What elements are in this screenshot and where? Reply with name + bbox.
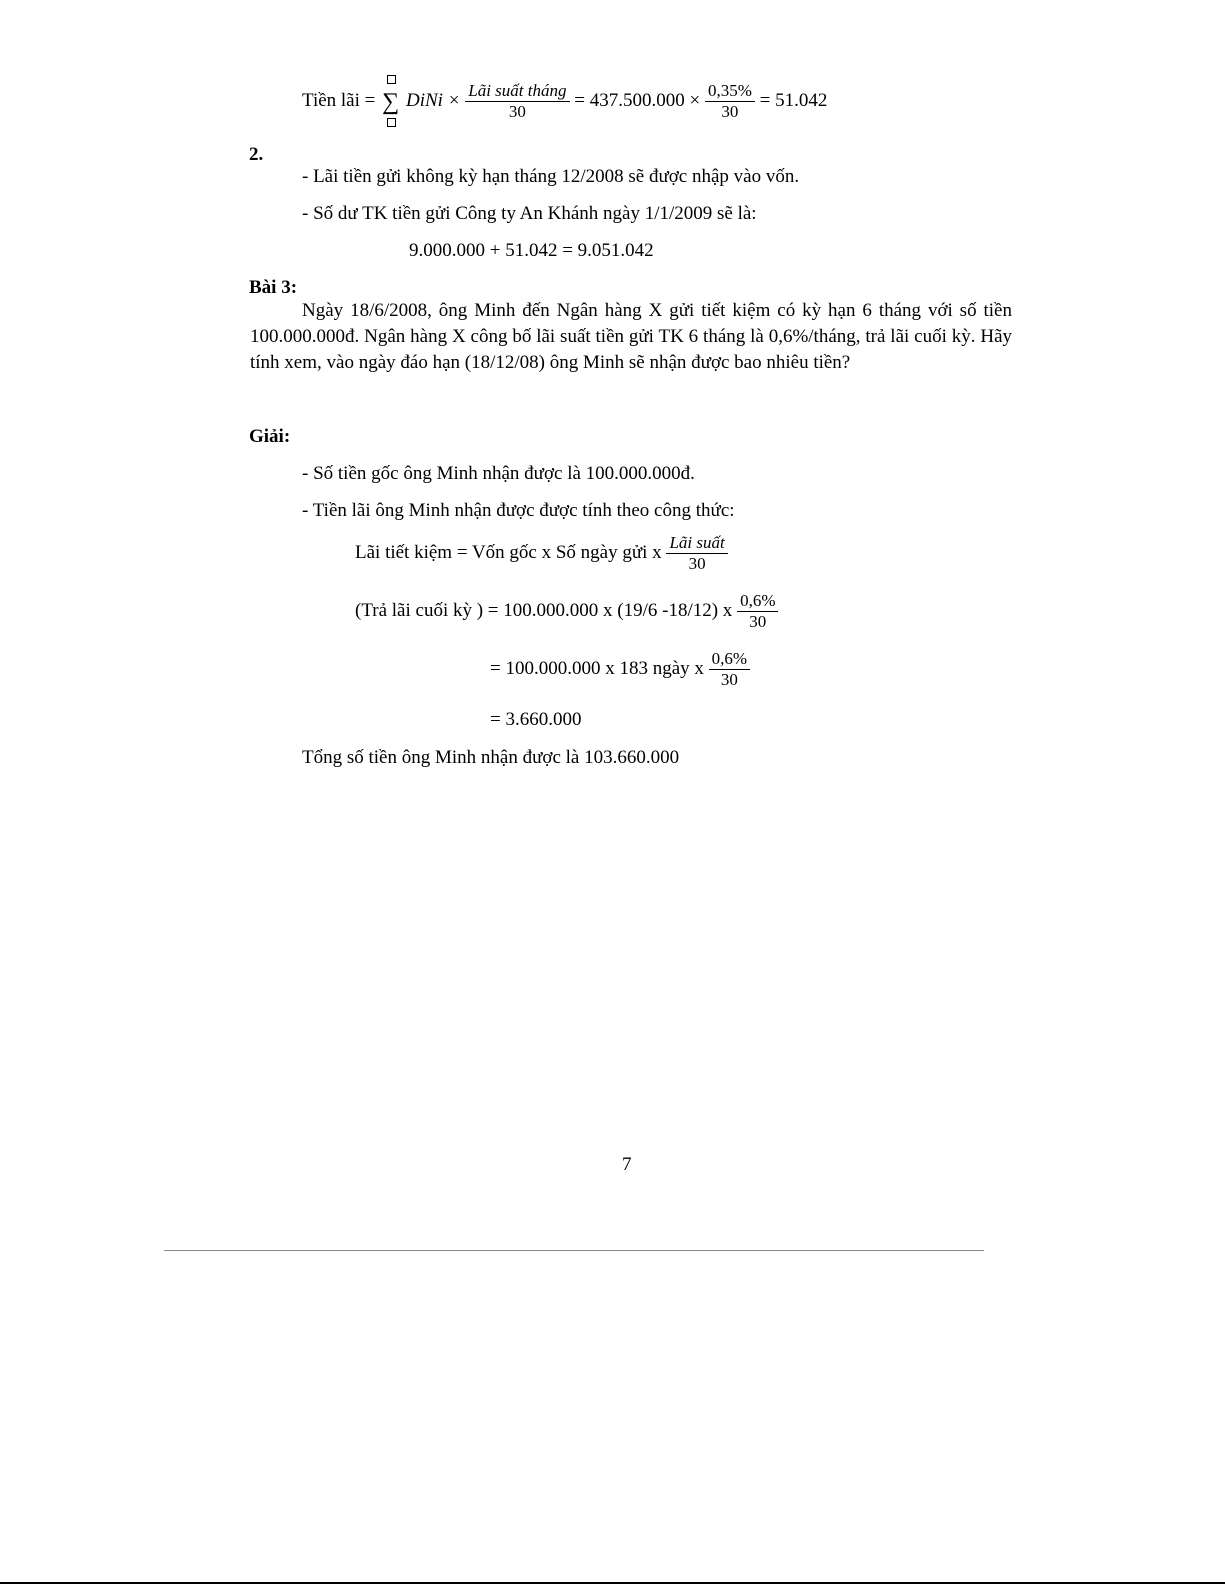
- formula-lhs: Tiền lãi =: [302, 90, 376, 112]
- fraction-rate-2: $\frac{0,6\%}{30}$: [737, 592, 778, 632]
- giai-label: Giải:: [249, 426, 291, 447]
- formula-tra-lai-cuoi-ky: (Trả lãi cuối kỳ ) = 100.000.000 x (19/6 -18/12) x $\frac{0,6\%}{30}$: [355, 592, 778, 632]
- section-2-label: 2.: [249, 144, 264, 165]
- formula-lai-tiet-kiem: Lãi tiết kiệm = Vốn gốc x Số ngày gửi x $\frac{\text{Lãi suất}}{30}$: [355, 534, 728, 574]
- formula-result-interest: = 3.660.000: [490, 709, 582, 730]
- bai-3-text: Ngày 18/6/2008, ông Minh đến Ngân hàng X gửi tiết kiệm có kỳ hạn 6 tháng với số tiền 100.000.000đ. Ngân hàng X công bố lãi suất tiền gửi TK 6 tháng là 0,6%/tháng, trả lãi cuối kỳ. Hãy tính xem, vào ngày đáo hạn (18/12/08) ông Minh sẽ nhận được bao nhiêu tiền?: [250, 300, 1012, 373]
- fraction-rate: $\frac{0,35\%}{30}$: [705, 82, 755, 122]
- bai-3-label: Bài 3:: [249, 277, 298, 298]
- section-2-line3: 9.000.000 + 51.042 = 9.051.042: [409, 240, 654, 261]
- page-divider: [164, 1250, 984, 1251]
- sigma-symbol: ∑: [382, 87, 399, 117]
- page-number: 7: [622, 1154, 632, 1175]
- formula-mid: = 437.500.000 ×: [574, 90, 701, 112]
- formula-result: = 51.042: [759, 90, 828, 112]
- giai-line1: - Số tiền gốc ông Minh nhận được là 100.000.000đ.: [302, 463, 695, 484]
- section-2-line1: - Lãi tiền gửi không kỳ hạn tháng 12/2008 sẽ được nhập vào vốn.: [302, 166, 800, 187]
- section-2-line2: - Số dư TK tiền gửi Công ty An Khánh ngày 1/1/2009 sẽ là:: [302, 203, 757, 224]
- fraction-lai-suat-thang: $\frac{\text{Lãi suất tháng}}{30}$: [465, 82, 569, 122]
- fraction-lai-suat: $\frac{\text{Lãi suất}}{30}$: [666, 534, 727, 574]
- fraction-rate-3: $\frac{0,6\%}{30}$: [709, 650, 750, 690]
- giai-line2: - Tiền lãi ông Minh nhận được được tính theo công thức:: [302, 500, 735, 521]
- total-amount-line: Tổng số tiền ông Minh nhận được là 103.660.000: [302, 747, 680, 768]
- bai-3-paragraph: [250, 298, 1012, 376]
- formula-183-days: = 100.000.000 x 183 ngày x $\frac{0,6\%}{30}$: [490, 650, 750, 690]
- formula-tien-lai: [302, 82, 827, 122]
- formula-dini: DiNi ×: [405, 90, 461, 112]
- bottom-border: [0, 1582, 1225, 1584]
